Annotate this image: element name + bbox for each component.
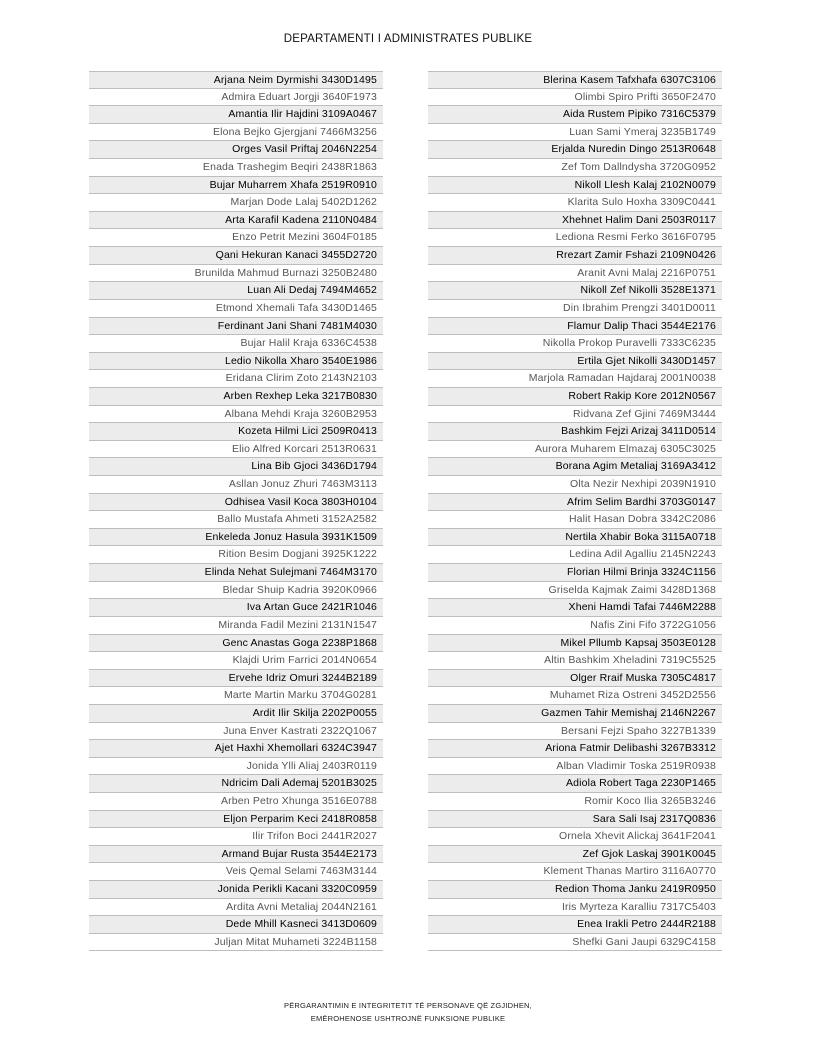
list-item: Ajet Haxhi Xhemollari 6324C3947 [89, 740, 383, 758]
list-item: Juljan Mitat Muhameti 3224B1158 [89, 934, 383, 952]
list-item: Bashkim Fejzi Arizaj 3411D0514 [428, 423, 722, 441]
list-item: Bledar Shuip Kadria 3920K0966 [89, 582, 383, 600]
list-item: Arjana Neim Dyrmishi 3430D1495 [89, 71, 383, 89]
list-item: Marjan Dode Lalaj 5402D1262 [89, 194, 383, 212]
list-item: Kozeta Hilmi Lici 2509R0413 [89, 423, 383, 441]
list-item: Jonida Ylli Aliaj 2403R0119 [89, 758, 383, 776]
list-item: Klarita Sulo Hoxha 3309C0441 [428, 194, 722, 212]
list-item: Olta Nezir Nexhipi 2039N1910 [428, 476, 722, 494]
list-item: Amantia Ilir Hajdini 3109A0467 [89, 106, 383, 124]
list-item: Altin Bashkim Xheladini 7319C5525 [428, 652, 722, 670]
list-item: Redion Thoma Janku 2419R0950 [428, 881, 722, 899]
list-item: Zef Tom Dallndysha 3720G0952 [428, 159, 722, 177]
list-item: Bujar Muharrem Xhafa 2519R0910 [89, 177, 383, 195]
list-item: Elio Alfred Korcari 2513R0631 [89, 441, 383, 459]
list-item: Nafis Zini Fifo 3722G1056 [428, 617, 722, 635]
list-item: Odhisea Vasil Koca 3803H0104 [89, 494, 383, 512]
list-item: Klajdi Urim Farrici 2014N0654 [89, 652, 383, 670]
page-title: DEPARTAMENTI I ADMINISTRATES PUBLIKE [283, 33, 533, 45]
list-item: Alban Vladimir Toska 2519R0938 [428, 758, 722, 776]
list-item: Gazmen Tahir Memishaj 2146N2267 [428, 705, 722, 723]
list-item: Miranda Fadil Mezini 2131N1547 [89, 617, 383, 635]
list-item: Qani Hekuran Kanaci 3455D2720 [89, 247, 383, 265]
list-item: Marjola Ramadan Hajdaraj 2001N0038 [428, 370, 722, 388]
list-item: Marte Martin Marku 3704G0281 [89, 687, 383, 705]
list-item: Ilir Trifon Boci 2441R2027 [89, 828, 383, 846]
list-item: Xhehnet Halim Dani 2503R0117 [428, 212, 722, 230]
list-item: Ferdinant Jani Shani 7481M4030 [89, 318, 383, 336]
list-item: Afrim Selim Bardhi 3703G0147 [428, 494, 722, 512]
list-item: Enzo Petrit Mezini 3604F0185 [89, 229, 383, 247]
list-item: Olimbi Spiro Prifti 3650F2470 [428, 89, 722, 107]
list-item: Borana Agim Metaliaj 3169A3412 [428, 458, 722, 476]
list-item: Ledio Nikolla Xharo 3540E1986 [89, 353, 383, 371]
list-item: Luan Ali Dedaj 7494M4652 [89, 282, 383, 300]
list-item: Ledina Adil Agalliu 2145N2243 [428, 546, 722, 564]
list-item: Nikoll Zef Nikolli 3528E1371 [428, 282, 722, 300]
list-item: Ndricim Dali Ademaj 5201B3025 [89, 775, 383, 793]
list-item: Muhamet Riza Ostreni 3452D2556 [428, 687, 722, 705]
list-item: Jonida Perikli Kacani 3320C0959 [89, 881, 383, 899]
list-item: Luan Sami Ymeraj 3235B1749 [428, 124, 722, 142]
list-item: Robert Rakip Kore 2012N0567 [428, 388, 722, 406]
list-item: Aida Rustem Pipiko 7316C5379 [428, 106, 722, 124]
list-item: Enada Trashegim Beqiri 2438R1863 [89, 159, 383, 177]
right-name-list [428, 71, 722, 951]
list-item: Aranit Avni Malaj 2216P0751 [428, 265, 722, 283]
list-item: Eridana Clirim Zoto 2143N2103 [89, 370, 383, 388]
list-item: Ardit Ilir Skilja 2202P0055 [89, 705, 383, 723]
list-item: Ariona Fatmir Delibashi 3267B3312 [428, 740, 722, 758]
footer [0, 999, 816, 1025]
list-item: Elona Bejko Gjergjani 7466M3256 [89, 124, 383, 142]
list-item: Blerina Kasem Tafxhafa 6307C3106 [428, 71, 722, 89]
list-item: Genc Anastas Goga 2238P1868 [89, 635, 383, 653]
list-item: Olger Rraif Muska 7305C4817 [428, 670, 722, 688]
list-item: Aurora Muharem Elmazaj 6305C3025 [428, 441, 722, 459]
list-item: Ballo Mustafa Ahmeti 3152A2582 [89, 511, 383, 529]
list-item: Etmond Xhemali Tafa 3430D1465 [89, 300, 383, 318]
list-item: Zef Gjok Laskaj 3901K0045 [428, 846, 722, 864]
list-item: Sara Sali Isaj 2317Q0836 [428, 811, 722, 829]
list-item: Armand Bujar Rusta 3544E2173 [89, 846, 383, 864]
list-item: Xheni Hamdi Tafai 7446M2288 [428, 599, 722, 617]
list-item: Florian Hilmi Brinja 3324C1156 [428, 564, 722, 582]
list-item: Griselda Kajmak Zaimi 3428D1368 [428, 582, 722, 600]
list-item: Ornela Xhevit Alickaj 3641F2041 [428, 828, 722, 846]
list-item: Adiola Robert Taga 2230P1465 [428, 775, 722, 793]
list-item: Admira Eduart Jorgji 3640F1973 [89, 89, 383, 107]
list-item: Erjalda Nuredin Dingo 2513R0648 [428, 141, 722, 159]
list-item: Juna Enver Kastrati 2322Q1067 [89, 723, 383, 741]
list-item: Rition Besim Dogjani 3925K1222 [89, 546, 383, 564]
list-item: Bujar Halil Kraja 6336C4538 [89, 335, 383, 353]
list-item: Klement Thanas Martiro 3116A0770 [428, 863, 722, 881]
list-item: Iva Artan Guce 2421R1046 [89, 599, 383, 617]
list-item: Ardita Avni Metaliaj 2044N2161 [89, 899, 383, 917]
left-name-list [89, 71, 383, 951]
list-item: Mikel Pllumb Kapsaj 3503E0128 [428, 635, 722, 653]
list-item: Eljon Perparim Keci 2418R0858 [89, 811, 383, 829]
list-item: Albana Mehdi Kraja 3260B2953 [89, 406, 383, 424]
list-item: Romir Koco Ilia 3265B3246 [428, 793, 722, 811]
list-item: Enea Irakli Petro 2444R2188 [428, 916, 722, 934]
list-item: Asllan Jonuz Zhuri 7463M3113 [89, 476, 383, 494]
footer-line-1: PËRGARANTIMIN E INTEGRITETIT TË PERSONAVE QË ZGJIDHEN, [284, 1001, 532, 1010]
list-item: Arben Petro Xhunga 3516E0788 [89, 793, 383, 811]
list-item: Halit Hasan Dobra 3342C2086 [428, 511, 722, 529]
list-item: Nertila Xhabir Boka 3115A0718 [428, 529, 722, 547]
list-item: Bersani Fejzi Spaho 3227B1339 [428, 723, 722, 741]
footer-line-2: EMËROHENOSE USHTROJNË FUNKSIONE PUBLIKE [310, 1014, 506, 1023]
list-item: Arben Rexhep Leka 3217B0830 [89, 388, 383, 406]
list-item: Ervehe Idriz Omuri 3244B2189 [89, 670, 383, 688]
list-item: Veis Qemal Selami 7463M3144 [89, 863, 383, 881]
list-item: Shefki Gani Jaupi 6329C4158 [428, 934, 722, 952]
list-item: Rrezart Zamir Fshazi 2109N0426 [428, 247, 722, 265]
list-item: Lina Bib Gjoci 3436D1794 [89, 458, 383, 476]
list-item: Elinda Nehat Sulejmani 7464M3170 [89, 564, 383, 582]
list-item: Flamur Dalip Thaci 3544E2176 [428, 318, 722, 336]
list-item: Ertila Gjet Nikolli 3430D1457 [428, 353, 722, 371]
list-item: Brunilda Mahmud Burnazi 3250B2480 [89, 265, 383, 283]
list-item: Nikolla Prokop Puravelli 7333C6235 [428, 335, 722, 353]
list-item: Lediona Resmi Ferko 3616F0795 [428, 229, 722, 247]
list-item: Enkeleda Jonuz Hasula 3931K1509 [89, 529, 383, 547]
list-item: Dede Mhill Kasneci 3413D0609 [89, 916, 383, 934]
list-item: Arta Karafil Kadena 2110N0484 [89, 212, 383, 230]
list-item: Iris Myrteza Karalliu 7317C5403 [428, 899, 722, 917]
list-item: Orges Vasil Priftaj 2046N2254 [89, 141, 383, 159]
list-item: Ridvana Zef Gjini 7469M3444 [428, 406, 722, 424]
list-item: Din Ibrahim Prengzi 3401D0011 [428, 300, 722, 318]
list-item: Nikoll Llesh Kalaj 2102N0079 [428, 177, 722, 195]
